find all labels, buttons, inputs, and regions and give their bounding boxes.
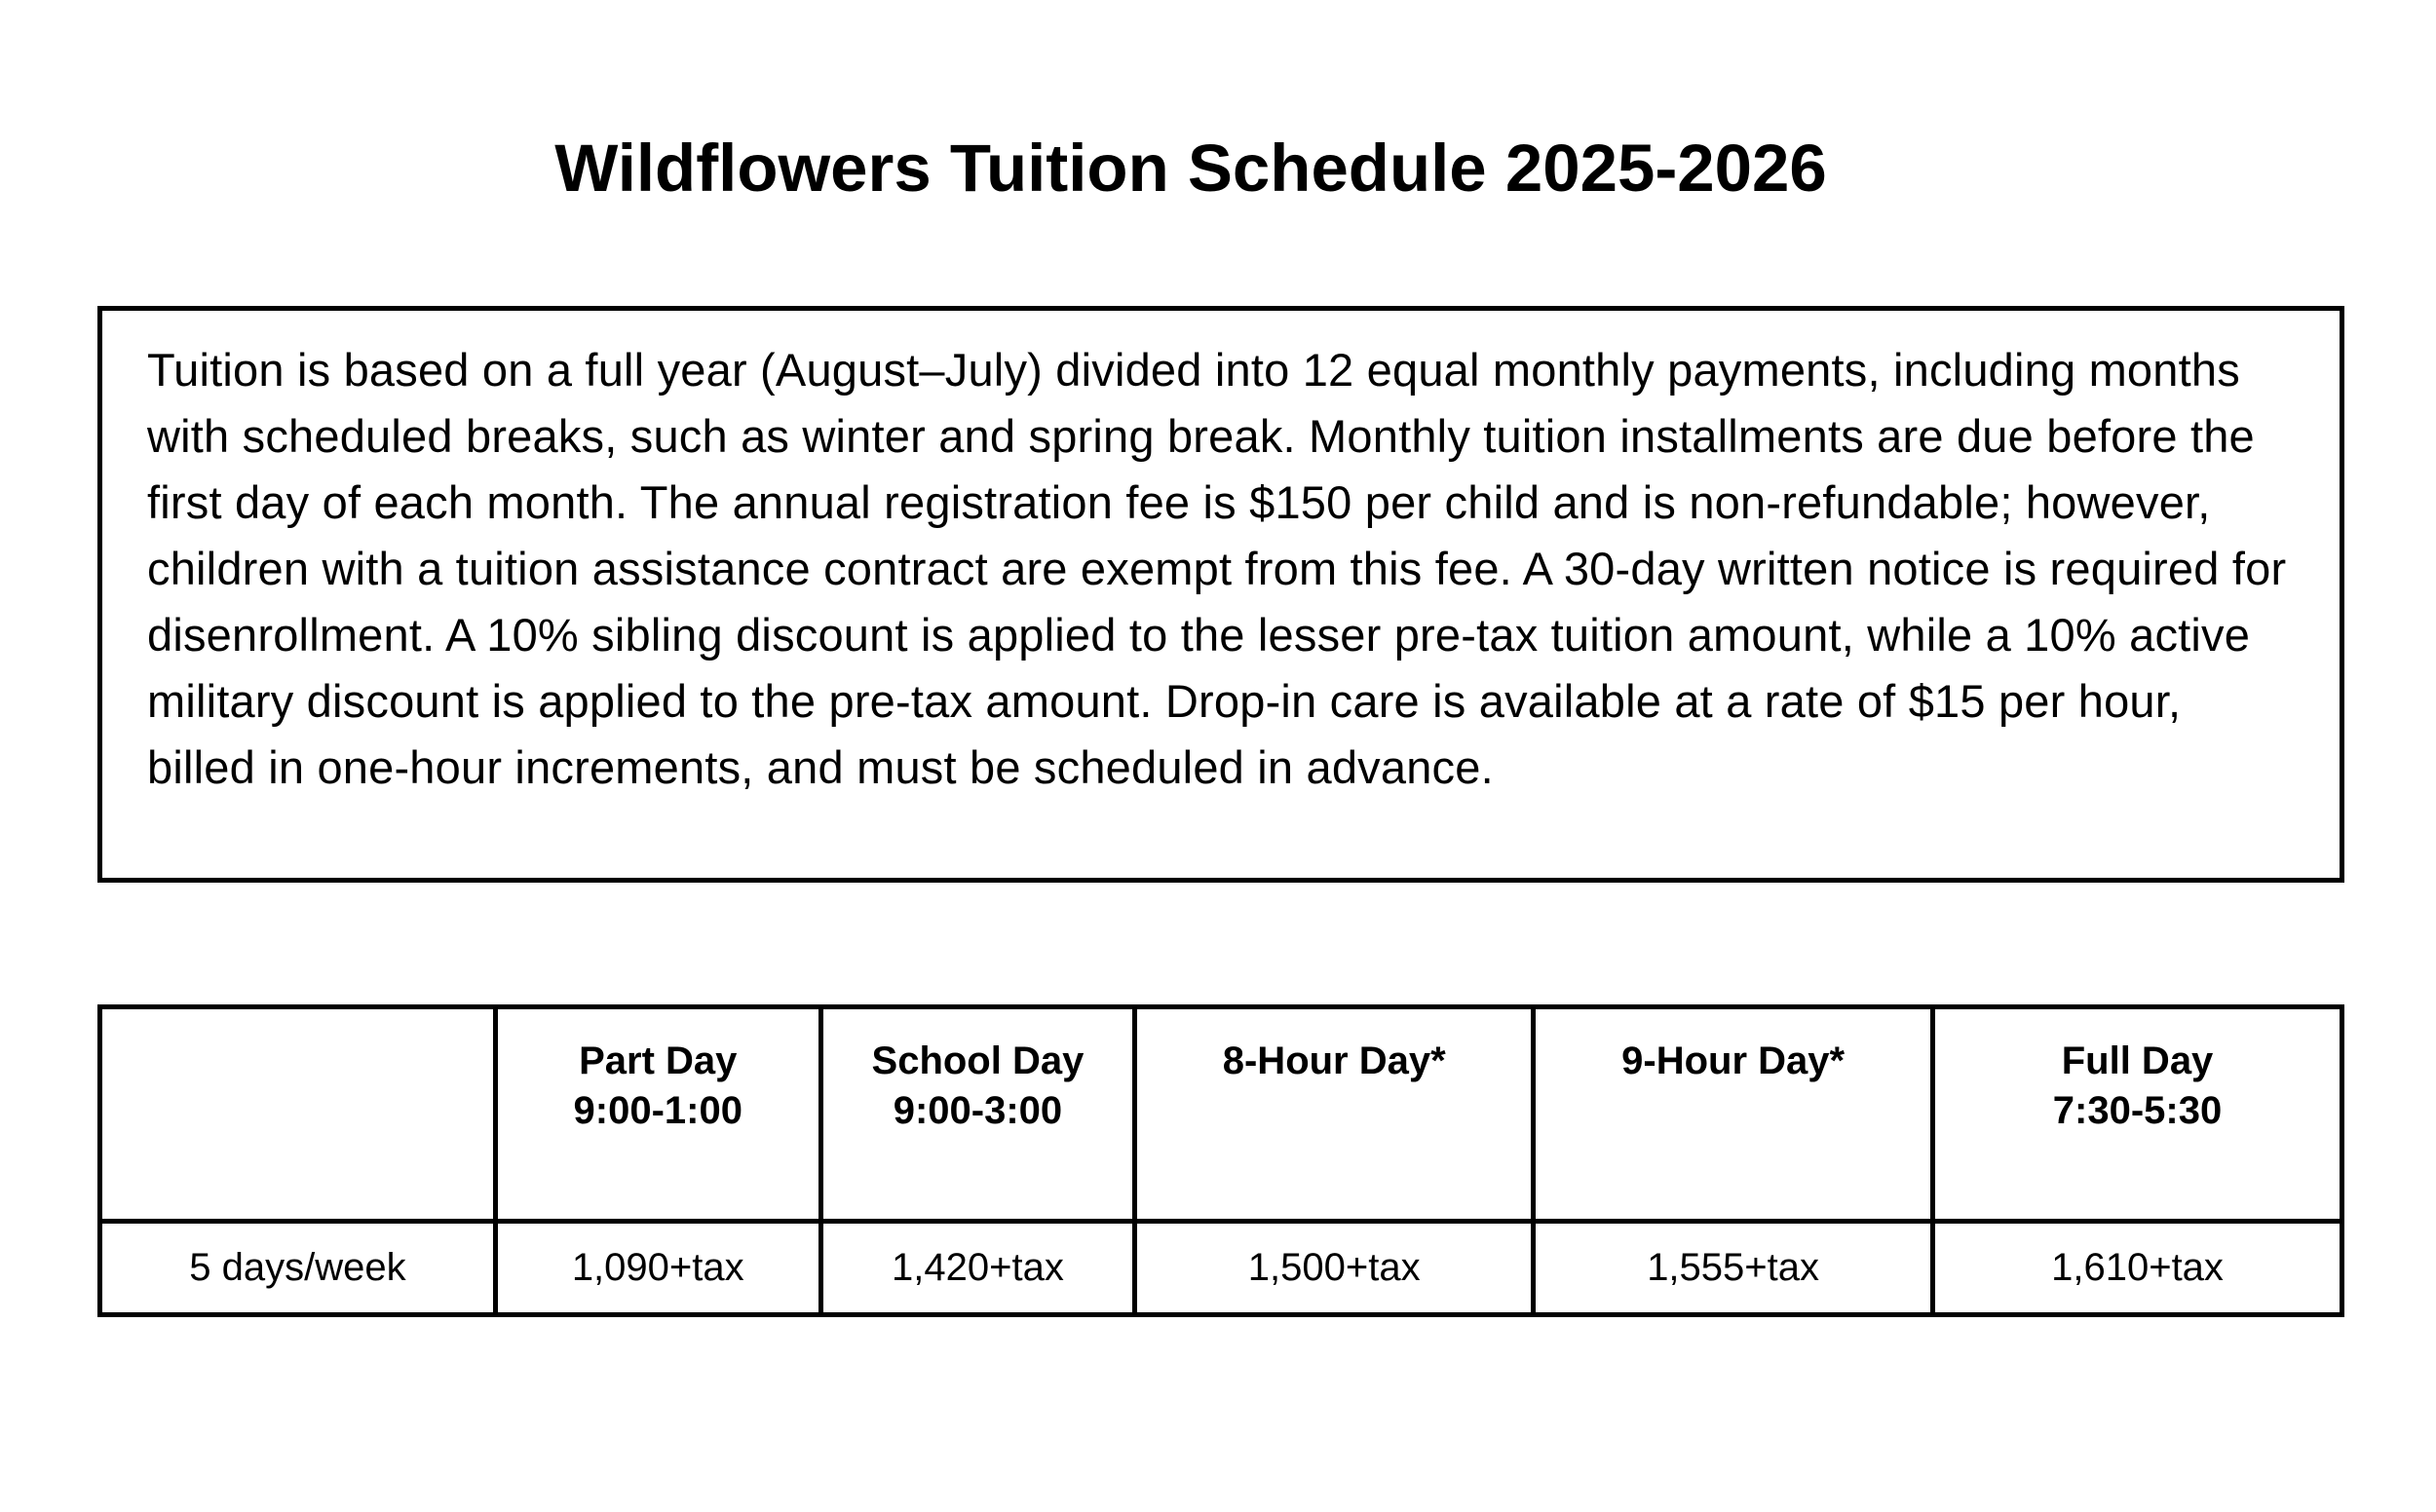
header-cell-school-day: [820, 1007, 1135, 1222]
header-full-day-name: Full Day: [2061, 1040, 2214, 1082]
header-school-day-name: School Day: [871, 1040, 1085, 1082]
header-8-hour-day-name: 8-Hour Day*: [1222, 1040, 1446, 1082]
header-school-day-time: 9:00-3:00: [893, 1089, 1063, 1132]
header-part-day-name: Part Day: [579, 1040, 738, 1082]
header-cell-empty: [100, 1007, 496, 1222]
price-cell-full-day: 1,610+tax: [1933, 1222, 2342, 1315]
price-cell-9-hour-day: 1,555+tax: [1534, 1222, 1933, 1315]
table-row: [100, 1222, 2342, 1315]
header-cell-9-hour-day: [1534, 1007, 1933, 1222]
header-9-hour-day-name: 9-Hour Day*: [1621, 1040, 1846, 1082]
tuition-policy-box: [97, 306, 2344, 883]
header-cell-part-day: [495, 1007, 820, 1222]
page-title: Wildflowers Tuition Schedule 2025-2026: [554, 131, 1827, 206]
header-part-day-time: 9:00-1:00: [573, 1089, 742, 1132]
table-header-row: [100, 1007, 2342, 1222]
price-cell-part-day: 1,090+tax: [495, 1222, 820, 1315]
row-label-cell: 5 days/week: [100, 1222, 496, 1315]
tuition-rate-table: [97, 1004, 2344, 1317]
header-cell-full-day: [1933, 1007, 2342, 1222]
tuition-policy-text: Tuition is based on a full year (August–July) divided into 12 equal monthly payments, including months with scheduled breaks, such as winter and spring break. Monthly tuition installments are due before the first day of each month. The annual registration fee is $150 per child and is non-refundable; however, children with a tuition assistance contract are exempt from this fee. A 30-day written notice is required for disenrollment. A 10% sibling discount is applied to the lesser pre-tax tuition amount, while a 10% active military discount is applied to the pre-tax amount. Drop-in care is available at a rate of $15 per hour, billed in one-hour increments, and must be scheduled in advance.: [147, 344, 2287, 793]
header-full-day-time: 7:30-5:30: [2052, 1089, 2223, 1132]
price-cell-school-day: 1,420+tax: [820, 1222, 1135, 1315]
price-cell-8-hour-day: 1,500+tax: [1135, 1222, 1534, 1315]
header-cell-8-hour-day: [1135, 1007, 1534, 1222]
